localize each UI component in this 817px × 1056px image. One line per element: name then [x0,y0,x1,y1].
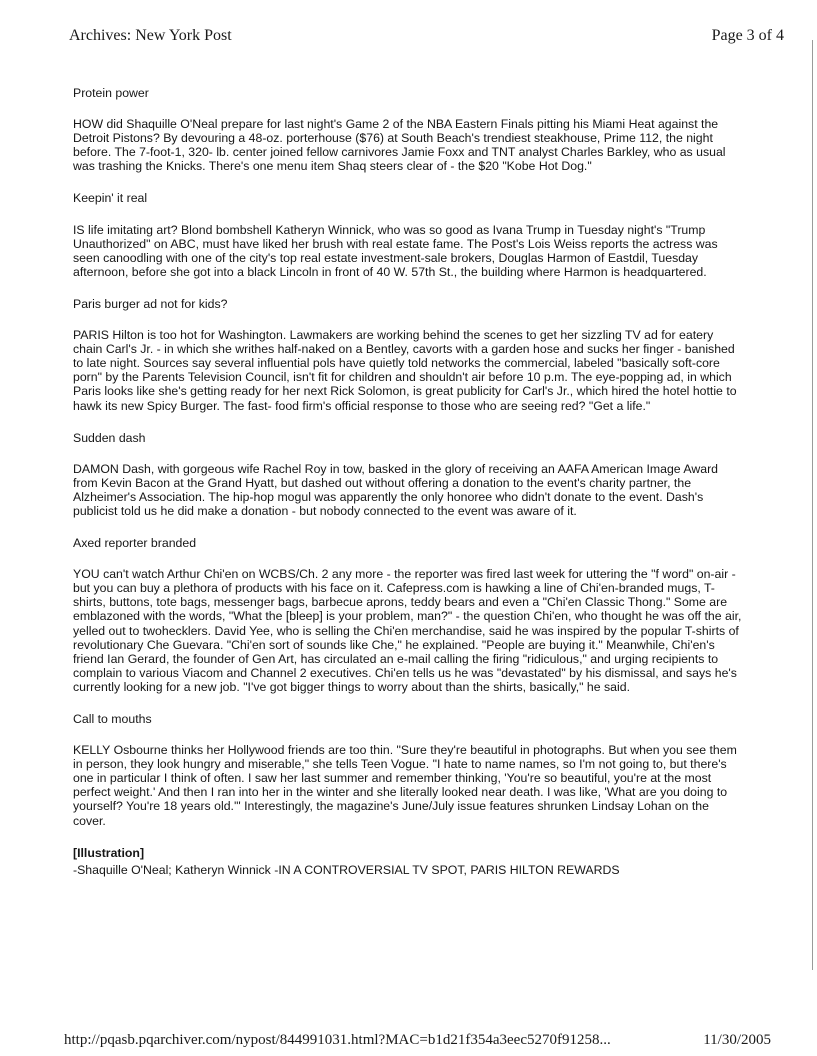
section-body: HOW did Shaquille O'Neal prepare for last night's Game 2 of the NBA Eastern Finals pitting his Miami Heat against the Detroit Pistons? By devouring a 48-oz. porterhouse ($76) at South Beach's trendiest steakhouse, Prime 112, the night before. The 7-foot-1, 320- lb. center joined fellow carnivores Jamie Foxx and TNT analyst Charles Barkley, who as usual was trashing the Knicks. There's one menu item Shaq steers clear of - the $20 "Kobe Hot Dog." [73,117,726,174]
section-sudden-dash [73,431,745,518]
section-paris-burger-ad [73,297,745,413]
section-title: Protein power [73,86,149,100]
section-body: DAMON Dash, with gorgeous wife Rachel Roy in tow, basked in the glory of receiving an AAFA American Image Award from Kevin Bacon at the Grand Hyatt, but dashed out without offering a donation to the event's charity partner, the Alzheimer's Association. The hip-hop mogul was apparently the only honoree who didn't donate to the event. Dash's publicist told us he did make a donation - but nobody connected to the event was aware of it. [73,461,718,518]
section-title: Call to mouths [73,712,152,726]
section-body: IS life imitating art? Blond bombshell Katheryn Winnick, who was so good as Ivana Trump in Tuesday night's "Trump Unauthorized" on ABC, must have liked her brush with real estate fame. The Post's Lois Weiss reports the actress was seen canoodling with one of the city's top real estate investment-sale brokers, Douglas Harmon of Eastdil, Tuesday afternoon, before she got into a black Lincoln in front of 40 W. 57th St., the building where Harmon is headquartered. [73,222,718,279]
section-protein-power [73,86,745,173]
section-title: Keepin' it real [73,191,148,206]
section-title: Axed reporter branded [73,536,197,551]
section-title: Paris burger ad not for kids? [73,296,228,311]
section-keepin-it-real [73,191,745,278]
page-header-title: Archives: New York Post [69,27,232,44]
section-call-to-mouths [73,712,745,828]
section-axed-reporter [73,536,745,694]
page-number: Page 3 of 4 [711,27,784,44]
article-content [73,86,745,877]
section-body: PARIS Hilton is too hot for Washington. Lawmakers are working behind the scenes to get her sizzling TV ad for eatery chain Carl's Jr. - in which she writhes half-naked on a Bentley, cavorts with a garden hose and sucks her finger - banished to late night. Sources say several influential pols have quietly told networks the commercial, labeled "basically soft-core porn" by the Parents Television Council, isn't fit for children and shouldn't air before 10 p.m. The eye-popping ad, in which Paris looks like she's getting ready for her next Rick Solomon, is great publicity for Carl's Jr., which hired the hotel hottie to hawk its new Spicy Burger. The fast- food firm's official response to those who are seeing red? "Get a life." [73,328,737,413]
page-edge-divider [812,40,813,970]
illustration-caption: -Shaquille O'Neal; Katheryn Winnick -IN A CONTROVERSIAL TV SPOT, PARIS HILTON REWARDS [73,862,620,877]
illustration-label: [Illustration] [73,845,145,860]
illustration-block [73,846,745,877]
print-date: 11/30/2005 [703,1032,771,1048]
section-title: Sudden dash [73,430,146,445]
section-body: YOU can't watch Arthur Chi'en on WCBS/Ch. 2 any more - the reporter was fired last week for uttering the "f word" on-air - but you can buy a plethora of products with his face on it. Cafepress.com is hawking a line of Chi'en-branded mugs, T-shirts, buttons, tote bags, messenger bags, barbecue aprons, teddy bears and even a "Chi'en Classic Thong." Some are emblazoned with the words, "What the [bleep] is your problem, man?" - the question Chi'en, who thought he was off the air, yelled out to twohecklers. David Yee, who is selling the Chi'en merchandise, said he was inspired by the popular T-shirts of revolutionary Che Guevara. "Chi'en sort of sounds like Che," he explained. "People are buying it." Meanwhile, Chi'en's friend Ian Gerard, the founder of Gen Art, has circulated an e-mail calling the firing "ridiculous," and urging recipients to complain to various Viacom and Channel 2 executives. Chi'en tells us he was "devastated" by his dismissal, and says he's currently looking for a new job. "I've got bigger things to worry about than the shirts, basically," he said. [73,567,742,694]
section-body: KELLY Osbourne thinks her Hollywood friends are too thin. "Sure they're beautiful in photographs. But when you see them in person, they look hungry and miserable," she tells Teen Vogue. "I hate to name names, so I'm not going to, but there's one in particular I think of often. I saw her last summer and remember thinking, 'You're so beautiful, you're at the most perfect weight.' And then I ran into her in the winter and she literally looked near death. I was like, 'What are you doing to yourself? You're 18 years old.'" Interestingly, the magazine's June/July issue features shrunken Lindsay Lohan on the cover. [73,743,737,828]
source-url-link[interactable]: http://pqasb.pqarchiver.com/nypost/844991031.html?MAC=b1d21f354a3eec5270f91258... [64,1032,611,1048]
